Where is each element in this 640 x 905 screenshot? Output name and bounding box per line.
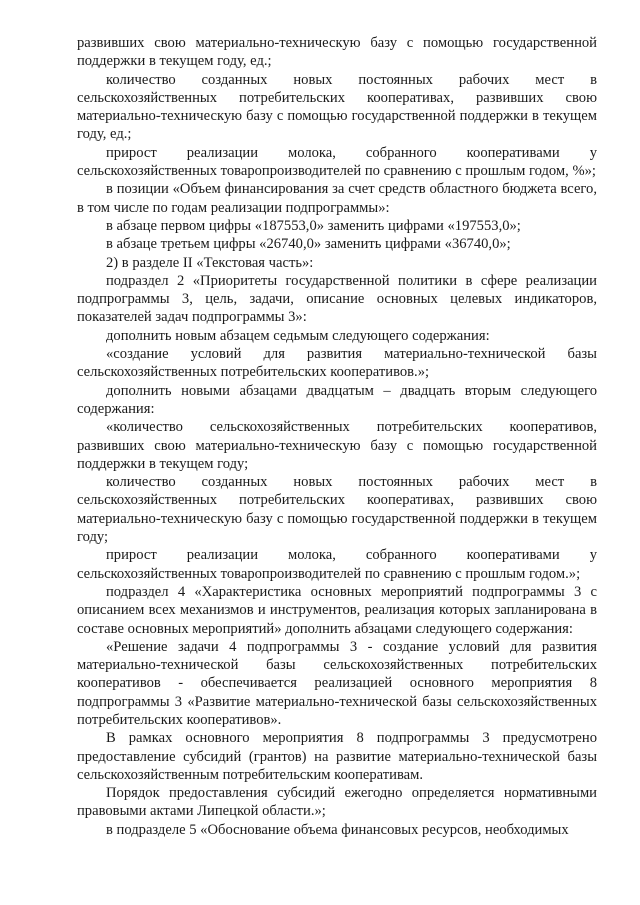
paragraph: количество созданных новых постоянных рабочих мест в сельскохозяйственных потребительских кооперативах, развивших свою материально-техническую базу с помощью государственной поддержки в текущем году, ед.; (77, 71, 597, 143)
document-page (77, 34, 597, 839)
paragraph: дополнить новыми абзацами двадцатым – двадцать вторым следующего содержания: (77, 382, 597, 417)
paragraph: В рамках основного мероприятия 8 подпрограммы 3 предусмотрено предоставление субсидий (грантов) на развитие материально-технической базы сельскохозяйственным потребительским кооперативам. (77, 730, 597, 783)
paragraph: в абзаце третьем цифры «26740,0» заменить цифрами «36740,0»; (106, 236, 511, 253)
paragraph: «Решение задачи 4 подпрограммы 3 - создание условий для развития материально-технической базы сельскохозяйственных потребительских кооперативов - обеспечивается реализацией основного мероприятия 8 подпрограммы 3 «Развитие материально-технической базы сельскохозяйственных потребительских кооперативов». (77, 638, 597, 728)
paragraph: в позиции «Объем финансирования за счет средств областного бюджета всего, в том числе по годам реализации подпрограммы»: (77, 181, 597, 216)
paragraph: в подразделе 5 «Обоснование объема финансовых ресурсов, необходимых (106, 821, 569, 838)
paragraph: подраздел 2 «Приоритеты государственной политики в сфере реализации подпрограммы 3, цель, задачи, описание основных целевых индикаторов, показателей задач подпрограммы 3»: (77, 272, 597, 326)
paragraph: количество созданных новых постоянных рабочих мест в сельскохозяйственных потребительских кооперативах, развивших свою материально-техническую базу с помощью государственной поддержки в текущем году; (77, 474, 597, 546)
paragraph: подраздел 4 «Характеристика основных мероприятий подпрограммы 3 с описанием всех механизмов и инструментов, реализация которых запланирована в составе основных мероприятий» дополнить абзацами следующего содержания: (77, 583, 597, 637)
paragraph: прирост реализации молока, собранного кооперативами у сельскохозяйственных товаропроизводителей по сравнению с прошлым годом.»; (77, 547, 597, 582)
paragraph: «количество сельскохозяйственных потребительских кооперативов, развивших свою материально-техническую базу с помощью государственной поддержки в текущем году; (77, 419, 597, 472)
paragraph: «создание условий для развития материально-технической базы сельскохозяйственных потребительских кооперативов.»; (77, 346, 597, 381)
paragraph: дополнить новым абзацем седьмым следующего содержания: (106, 327, 490, 344)
paragraph: Порядок предоставления субсидий ежегодно определяется нормативными правовыми актами Липецкой области.»; (77, 785, 597, 820)
paragraph: в абзаце первом цифры «187553,0» заменить цифрами «197553,0»; (106, 217, 521, 234)
paragraph: развивших свою материально-техническую базу с помощью государственной поддержки в текущем году, ед.; (77, 35, 597, 70)
paragraph: 2) в разделе II «Текстовая часть»: (106, 254, 314, 271)
paragraph: прирост реализации молока, собранного кооперативами у сельскохозяйственных товаропроизводителей по сравнению с прошлым годом, %»; (77, 144, 597, 180)
